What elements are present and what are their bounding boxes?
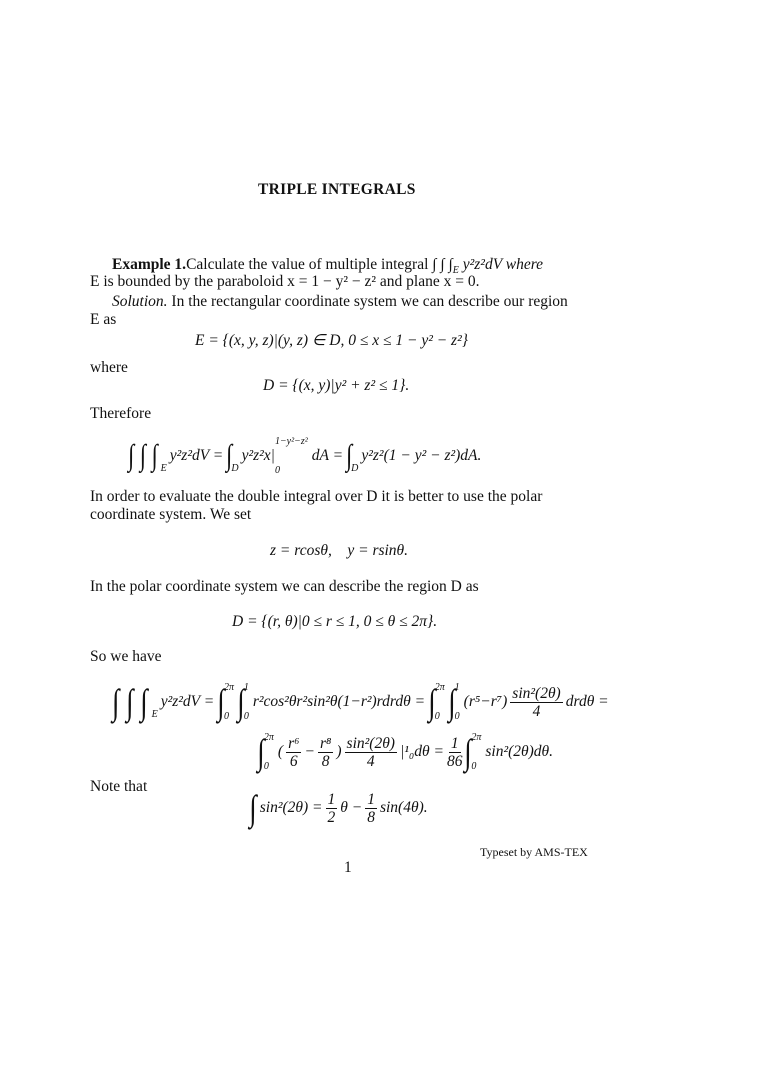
subscript: E [452, 265, 459, 276]
integral-sign: ∫ [345, 439, 353, 472]
paragraph-line-1: In order to evaluate the double integral over D it is better to use the polar [90, 488, 543, 505]
expr: y²z²dV = [169, 447, 224, 464]
expr: sin(4θ). [379, 799, 428, 816]
fraction [318, 735, 333, 770]
equation-main-line-1 [108, 682, 609, 722]
integral-sign: ∫ [249, 788, 257, 828]
numerator: r⁶ [288, 734, 300, 752]
lower-limit: 0 [263, 761, 269, 772]
note-text: Note that [90, 778, 148, 795]
paren: ( [277, 743, 284, 760]
example-text-end: y²z²dV where [458, 256, 544, 273]
example-line-2: E is bounded by the paraboloid x = 1 − y² − z² and plane x = 0. [90, 273, 480, 290]
expr: θ − [340, 799, 363, 816]
upper-limit: 2π [223, 682, 234, 693]
numerator: r⁸ [319, 734, 332, 752]
fraction [365, 791, 377, 826]
limits [224, 682, 234, 722]
where-text: where [90, 359, 128, 376]
limits [264, 732, 274, 772]
upper-limit: 2π [263, 732, 274, 743]
fraction [447, 735, 463, 770]
lower-limit: 0 [223, 711, 229, 722]
expr: r²cos²θr²sin²θ(1−r²)rdrdθ = [252, 693, 426, 710]
so-we-have-text: So we have [90, 648, 162, 665]
limits [435, 682, 445, 722]
numerator: sin²(2θ) [512, 684, 561, 702]
upper-limit: 1 [243, 682, 249, 693]
numerator: 1 [367, 790, 375, 808]
title: TRIPLE INTEGRALS [258, 181, 416, 198]
minus: − [304, 743, 315, 760]
lower-limit: 0 [243, 711, 249, 722]
integral-sign: ∫ [237, 682, 245, 722]
integral-sign: ∫ [217, 682, 225, 722]
subscript: E [160, 462, 167, 474]
numerator: 1 [450, 734, 459, 752]
integral-sign: ∫ [448, 682, 456, 722]
example-label: Example 1. [112, 256, 187, 273]
paragraph-line-2: coordinate system. We set [90, 506, 252, 523]
fraction [326, 791, 338, 826]
denominator: 8 [367, 808, 375, 826]
limits [471, 732, 481, 772]
therefore-text: Therefore [90, 405, 152, 422]
integral-sign: ∫ [226, 439, 233, 472]
integral-sign: ∫ [428, 682, 436, 722]
subscript: E [151, 708, 158, 720]
lower-limit: 0 [454, 711, 460, 722]
integral-sign: ∫ [257, 732, 265, 772]
solution-label: Solution. [112, 293, 168, 310]
integral-sign: ∫ [464, 732, 473, 772]
expr: sin²(2θ)dθ. [485, 743, 554, 760]
equation-polar: z = rcosθ, y = rsinθ. [270, 542, 409, 559]
denominator: 4 [366, 752, 375, 770]
upper-limit: 2π [434, 682, 445, 693]
denominator: 6 [289, 752, 298, 770]
subscript: D [351, 462, 359, 474]
fraction [510, 685, 562, 720]
page-number: 1 [344, 859, 352, 876]
equation-E: E = {(x, y, z)|(y, z) ∈ D, 0 ≤ x ≤ 1 − y² − z²} [195, 332, 468, 349]
denominator: 2 [327, 808, 336, 826]
equation-D: D = {(x, y)|y² + z² ≤ 1}. [263, 377, 410, 394]
expr: (r⁵−r⁷) [463, 693, 508, 710]
lower-limit: 0 [434, 711, 440, 722]
typeset-credit: Typeset by AMS-TEX [480, 845, 588, 859]
expr: sin²(2θ) = [259, 799, 323, 816]
limits [275, 436, 308, 476]
equation-D-polar: D = {(r, θ)|0 ≤ r ≤ 1, 0 ≤ θ ≤ 2π}. [232, 613, 438, 630]
triple-integral-sign: ∫ ∫ ∫ [111, 682, 148, 722]
expr: y²z²dV = [160, 693, 215, 710]
denominator: 4 [532, 702, 541, 720]
paren: ) [336, 743, 342, 760]
triple-integral-sign: ∫ ∫ ∫ [127, 439, 158, 472]
expr: |¹₀dθ = [399, 743, 444, 760]
expr: dA = [311, 447, 344, 464]
fraction [345, 735, 397, 770]
denominator: 86 [446, 752, 463, 770]
paragraph-polar-region: In the polar coordinate system we can describe the region D as [90, 578, 479, 595]
equation-note [250, 790, 428, 826]
equation-main-line-2 [258, 732, 553, 772]
example-text: Calculate the value of multiple integral ∫ ∫ ∫ [186, 256, 453, 273]
fraction [286, 735, 301, 770]
denominator: 8 [321, 752, 330, 770]
subscript: D [231, 462, 239, 474]
numerator: 1 [327, 790, 336, 808]
lower-limit: 0 [471, 761, 477, 772]
upper-limit: 1−y²−z² [274, 436, 308, 447]
solution-text: In the rectangular coordinate system we can describe our region [167, 293, 568, 310]
expr: y²z²x| [241, 447, 275, 464]
numerator: sin²(2θ) [346, 734, 395, 752]
upper-limit: 2π [471, 732, 482, 743]
lower-limit: 0 [274, 465, 280, 476]
upper-limit: 1 [454, 682, 460, 693]
solution-line-2: E as [90, 311, 117, 328]
solution-line-1 [112, 293, 568, 311]
expr: y²z²(1 − y² − z²)dA. [361, 447, 482, 464]
equation-triple-integral [125, 436, 481, 476]
expr: drdθ = [565, 693, 609, 710]
